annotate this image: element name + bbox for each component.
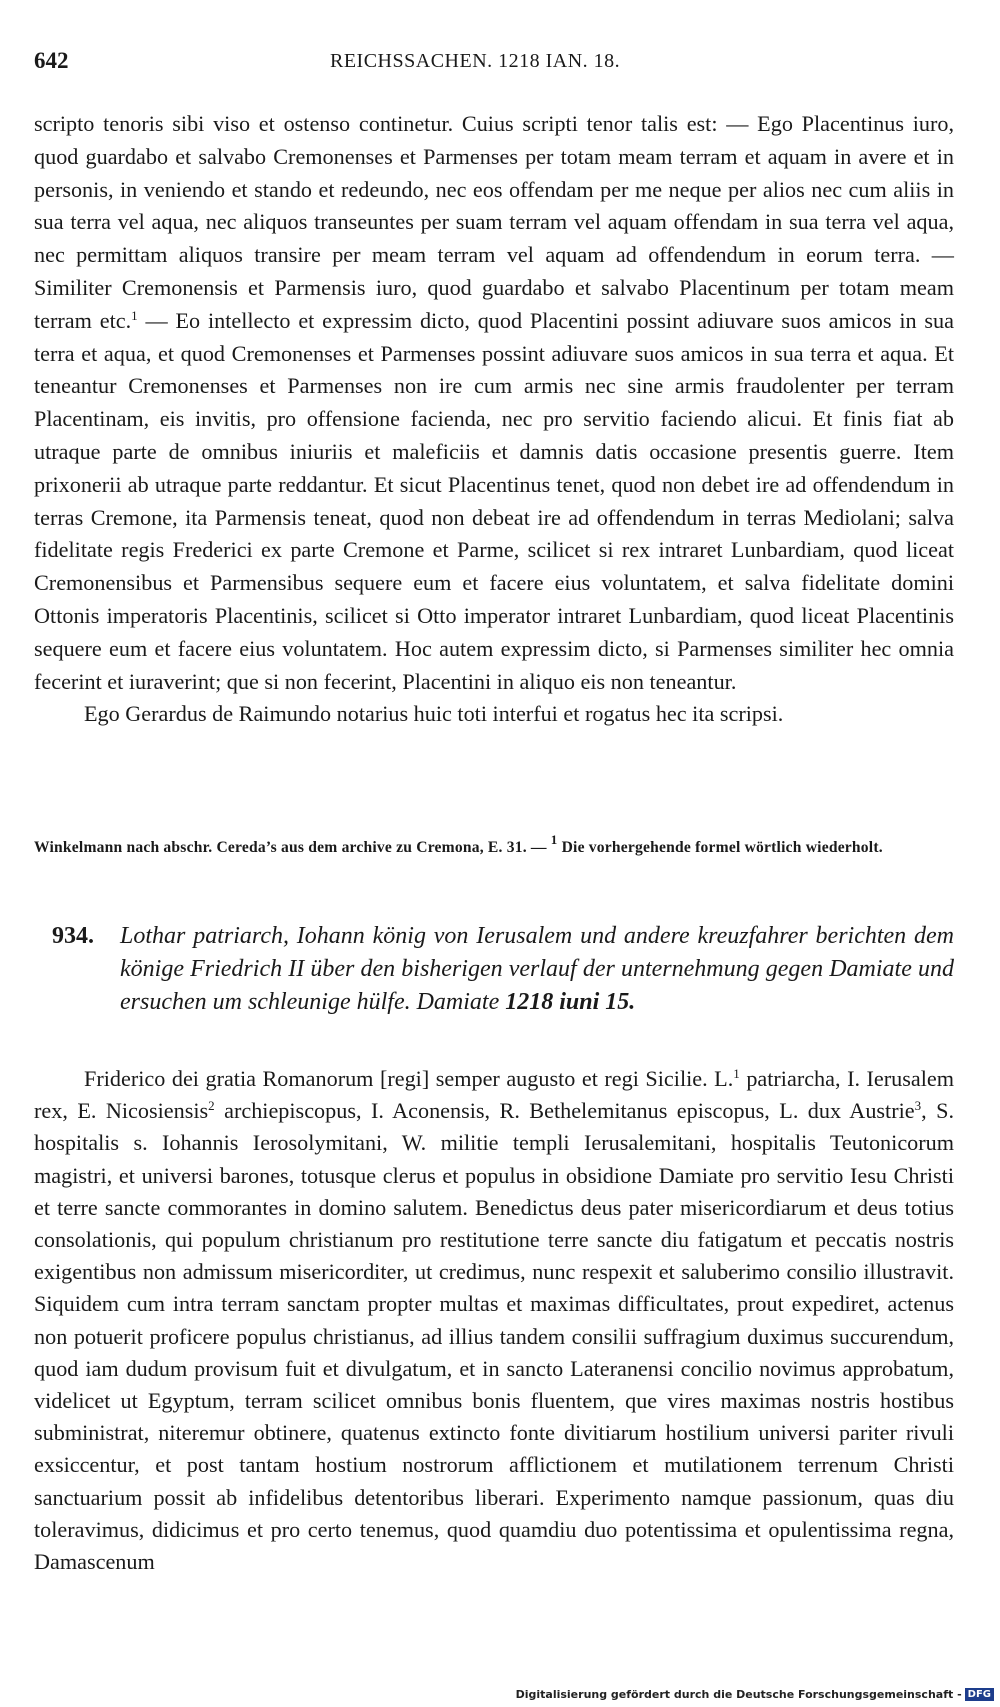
- footnote-ref-1: 1: [733, 1066, 740, 1081]
- footer-text: Digitalisierung gefördert durch die Deutsche Forschungsgemeinschaft -: [515, 1688, 962, 1701]
- letter-text-4: , S. hospitalis s. Iohannis Ierosolymitani, W. militie templi Ierusalemitani, hospitalis Teutonicorum magistri, et universi barones, totusque clerus et populus in obsidione Damiate pro servitio Iesu Christi et terre sancte commorantes in domino salutem. Benedictus deus pater misericordiarum et deus totius consolationis, qui populum christianum pro restitutione terre sancte diu fatigatum et peccatis nostris exigentibus non admissum misericorditer, ut credimus, nunc respexit et saluberimo consilio illustravit. Siquidem cum intra terram sanctam propter multas et maximas difficultates, prout expediret, actenus non potuerit proficere populus christianus, ad illius tandem consilii suffragium duximus succurendum, quod iam dudum provisum fuit et divulgatum, et in sancto Lateranensi concilio novimus approbatum, videlicet ut Egyptum, terram scilicet omnibus bonis fluentem, que vires maximas nostris hostibus subministrat, niteremur obtinere, quatenus extincto fonte divitiarum hostilium universi pariter rivuli exsiccentur, et post tantam hostium nostrorum afflictionem et mutilationem terrenum Christi sanctuarium possit ab infidelibus detentoribus liberari. Experimento namque passionum, quas diu toleravimus, didicimus et pro certo tenemus, quod quamdiu duo potentissima et opulentissima regna, Damascenum: [34, 1098, 954, 1575]
- document-number: 934.: [52, 923, 94, 949]
- letter-text-1: Friderico dei gratia Romanorum [regi] semper augusto et regi Sicilie. L.: [84, 1066, 734, 1091]
- charter-text-part-2: — Eo intellecto et expressim dicto, quod Placentini possint adiuvare suos amicos in sua terra et aqua, et quod Cremonenses et Parmenses possint adiuvare suos amicos in sua terra et aqua. Et teneantur Cremonenses et Parmenses non ire cum armis nec sine armis fraudolenter per terram Placentinam, eis invitis, pro offensione facienda, nec pro servitio faciendo alicui. Et finis fiat ab utraque parte de omnibus iniuriis et maleficiis et damnis datis occasione presentis guerre. Item prixonerii ab utraque parte reddantur. Et sicut Placentinus tenet, quod non debet ire ad offendendum in terras Cremone, ita Parmensis teneat, quod non debeat ire ad offendendum in terras Mediolani; salva fidelitate regis Frederici ex parte Cremone et Parme, scilicet si rex intraret Lunbardiam, quod liceat Cremonensibus et Parmensibus sequere eum et facere eius voluntatem, et salva fidelitate domini Ottonis imperatoris Placentinis, scilicet si Otto imperator intraret Lunbardiam, quod liceat Placentinis sequere eum et facere eius voluntatem. Hoc autem expressim dicto, si Parmenses similiter hec omnia fecerint et iuraverint; que si non fecerint, Placentini in aliquo eis non teneantur.: [34, 307, 954, 694]
- letter-text-2: patriarcha, I. Ierusalem rex, E. Nicosiensis: [34, 1066, 954, 1124]
- page-header: [34, 48, 954, 82]
- footnote-marker: 1: [550, 832, 558, 847]
- footnote-ref-2: 2: [208, 1098, 215, 1114]
- document-934-text: [34, 1063, 954, 1578]
- digitization-footer: [516, 1688, 994, 1701]
- letter-paragraph: [34, 1063, 954, 1578]
- notary-subscription: Ego Gerardus de Raimundo notarius huic toti interfui et rogatus hec ita scripsi.: [84, 701, 784, 727]
- dfg-logo: DFG: [965, 1688, 994, 1701]
- footnote-ref-3: 3: [914, 1098, 922, 1114]
- charter-text-part-1: scripto tenoris sibi viso et ostenso continetur. Cuius scripti tenor talis est: — Ego Placentinus iuro, quod guardabo et salvabo Cremonenses et Parmenses per totam meam terram et aquam in avere et in personis, in veniendo et stando et redeundo, nec eos offendam per me neque per alios nec cum aliis in sua terra vel aqua, nec aliquos transeuntes per suam terram vel aquam offendam in sua terra vel aqua, nec permittam aliquos transire per meam terram vel aquam ad offendendum in eorum terra. — Similiter Cremonensis et Parmensis iuro, quod guardabo et salvabo Placentinum per totam meam terram etc.: [34, 111, 954, 333]
- document-933-text: [34, 108, 954, 731]
- charter-paragraph: [34, 108, 954, 698]
- letter-text-3: archiepiscopus, I. Aconensis, R. Bethelemitanus episcopus, L. dux Austrie: [214, 1098, 915, 1124]
- footnote-ref: 1: [131, 307, 138, 323]
- regest-text: [120, 920, 954, 1019]
- apparatus-source: Winkelmann nach abschr. Cereda’s aus dem archive zu Cremona, E. 31. —: [34, 839, 551, 856]
- running-head: REICHSSACHEN. 1218 IAN. 18.: [330, 50, 621, 72]
- regest-date: 1218 iuni 15.: [505, 989, 636, 1015]
- apparatus-footnote: Die vorhergehende formel wörtlich wiederholt.: [557, 839, 883, 856]
- regest-summary: Lothar patriarch, Iohann könig von Ierusalem und andere kreuzfahrer berichten dem könige Friedrich II über den bisherigen verlauf der unternehmung gegen Damiate und ersuchen um schleunige hülfe. Damiate: [120, 923, 954, 1015]
- page-number: 642: [34, 48, 69, 73]
- source-apparatus: [34, 832, 954, 860]
